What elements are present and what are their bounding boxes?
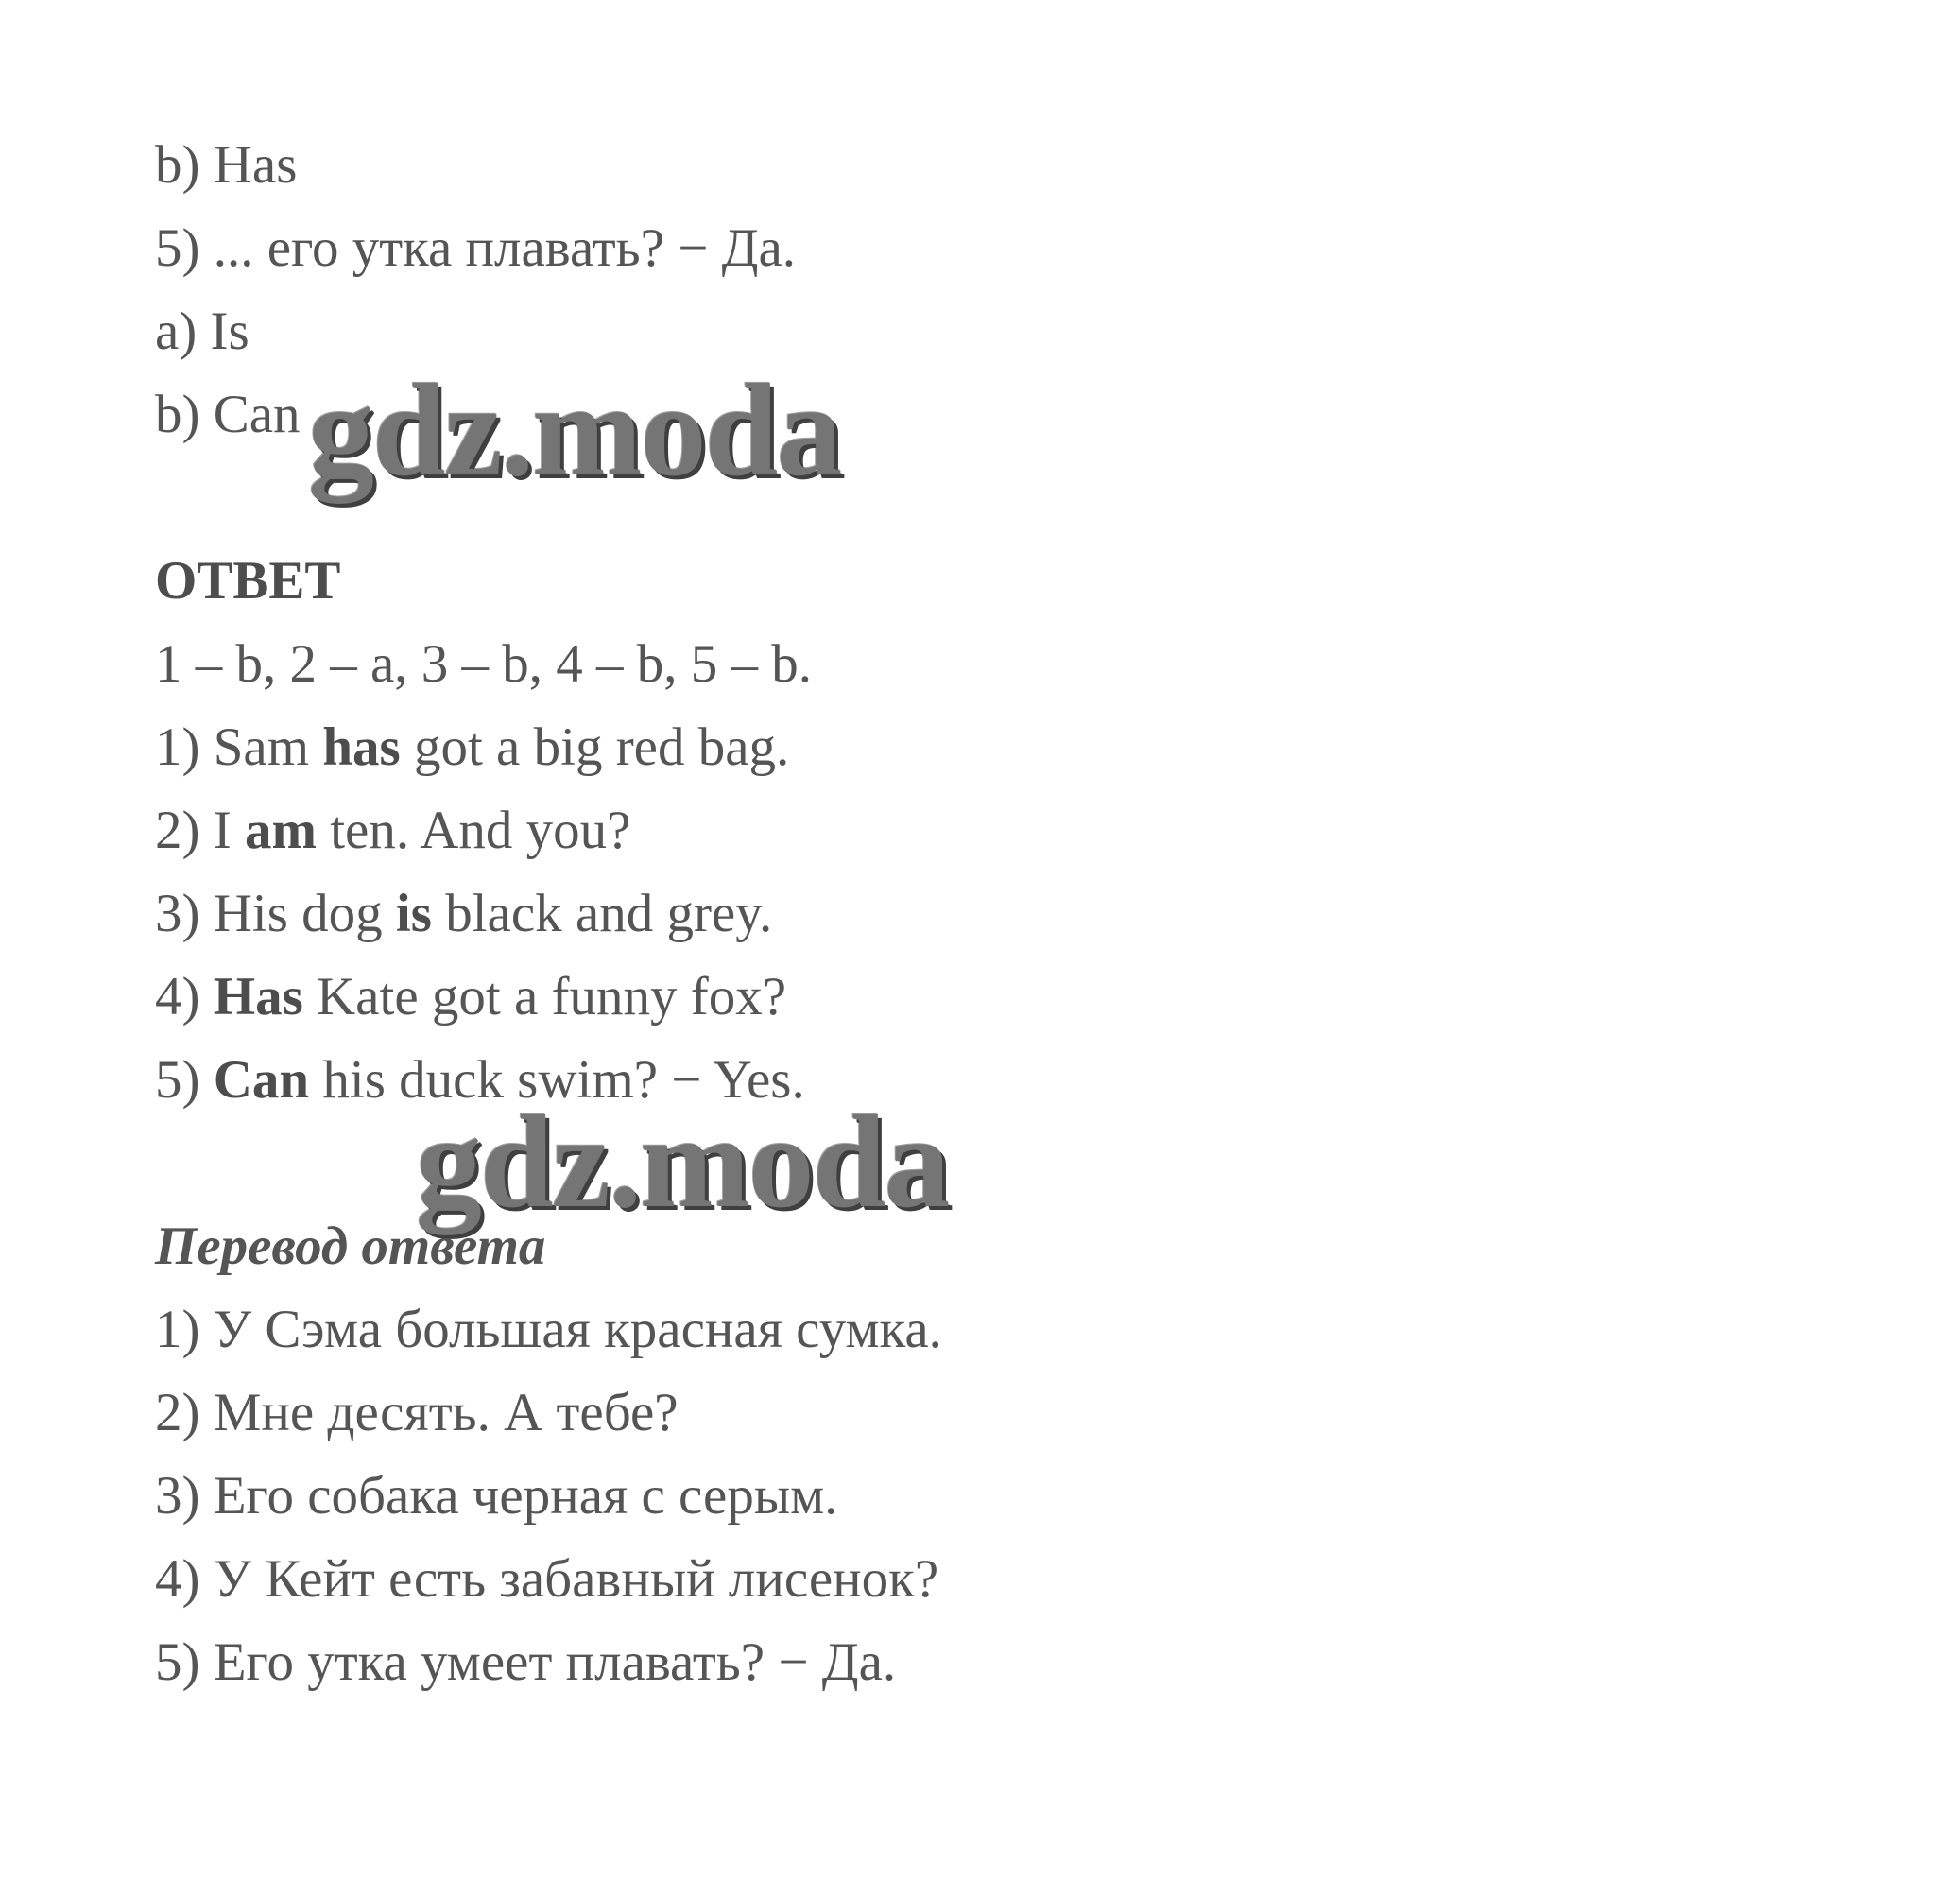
watermark-logo: gdz.moda	[308, 357, 841, 504]
answer-sentence	[155, 715, 789, 781]
sentence-text: his duck swim? − Yes.	[309, 1050, 805, 1110]
sentence-text: 1) Sam	[155, 717, 323, 777]
watermark-logo: gdz.moda	[416, 1089, 949, 1235]
sentence-text: 5)	[155, 1050, 214, 1110]
sentence-text: Kate got a funny fox?	[302, 967, 787, 1027]
translation-line: 1) У Сэма большая красная сумка.	[155, 1300, 942, 1359]
translation-line: 3) Его собака черная с серым.	[155, 1466, 838, 1526]
translation-line: 2) Мне десять. А тебе?	[155, 1383, 679, 1442]
sentence-verb: has	[322, 717, 401, 777]
sentence-text: 4)	[155, 967, 214, 1027]
option-line-2: a) Is	[155, 302, 249, 361]
translation-heading: Перевод ответа	[155, 1216, 546, 1276]
sentence-verb: is	[395, 884, 432, 943]
question-line-5: 5) ... его утка плавать? − Да.	[155, 218, 797, 278]
answer-sentence	[155, 798, 630, 864]
sentence-text: 3) His dog	[155, 884, 396, 943]
option-line-1: b) Has	[155, 135, 298, 195]
translation-line: 5) Его утка умеет плавать? − Да.	[155, 1632, 897, 1692]
answer-sentence	[155, 964, 786, 1030]
answer-heading: ОТВЕТ	[155, 551, 341, 611]
translation-line: 4) У Кейт есть забавный лисенок?	[155, 1549, 939, 1609]
sentence-verb: am	[244, 801, 317, 860]
sentence-verb: Can	[213, 1050, 310, 1110]
sentence-text: 2) I	[155, 801, 245, 860]
sentence-verb: Has	[213, 967, 303, 1027]
answer-key: 1 – b, 2 – a, 3 – b, 4 – b, 5 – b.	[155, 634, 813, 694]
sentence-text: ten. And you?	[316, 801, 631, 860]
option-line-3: b) Can	[155, 385, 301, 444]
answer-sentence	[155, 881, 772, 947]
sentence-text: black and grey.	[431, 884, 773, 943]
sentence-text: got a big red bag.	[400, 717, 790, 777]
